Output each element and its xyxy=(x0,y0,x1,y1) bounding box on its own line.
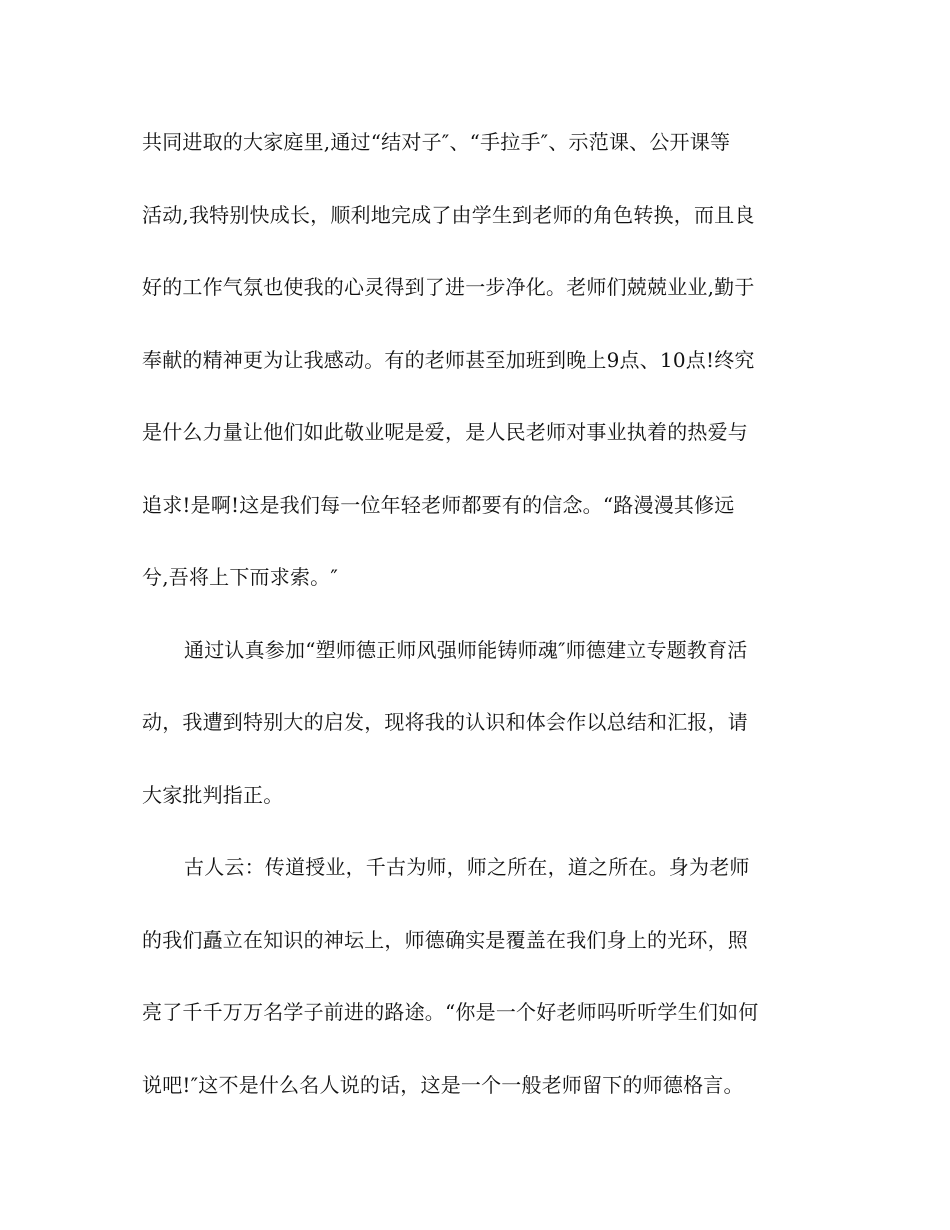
text-line: 说吧!″这不是什么名人说的话，这是一个一般老师留下的师德格言。 xyxy=(142,1072,744,1097)
text-line: 追求!是啊!这是我们每一位年轻老师都要有的信念。“路漫漫其修远 xyxy=(142,492,735,517)
text-line: 大家批判指正。 xyxy=(142,782,284,807)
text-line: 奉献的精神更为让我感动。有的老师甚至加班到晚上9点、10点!终究 xyxy=(142,347,755,372)
text-line: 的我们矗立在知识的神坛上，师德确实是覆盖在我们身上的光环，照 xyxy=(142,927,748,952)
paragraph-start-line: 古人云：传道授业，千古为师，师之所在，道之所在。身为老师 xyxy=(184,855,750,879)
text-line: 动，我遭到特别大的启发，现将我的认识和体会作以总结和汇报，请 xyxy=(142,710,748,734)
document-body xyxy=(142,120,814,1135)
text-line: 是什么力量让他们如此敬业呢是爱，是人民老师对事业执着的热爱与 xyxy=(142,420,748,444)
text-line: 活动,我特别快成长，顺利地完成了由学生到老师的角色转换，而且良 xyxy=(142,202,755,227)
text-line: 共同进取的大家庭里,通过“结对子″、“手拉手″、示范课、公开课等 xyxy=(142,130,731,154)
text-line: 亮了千千万万名学子前进的路途。“你是一个好老师吗听听学生们如何 xyxy=(142,1000,759,1024)
text-line: 好的工作气氛也使我的心灵得到了进一步净化。老师们兢兢业业,勤于 xyxy=(142,275,755,299)
text-line: 兮,吾将上下而求索。″ xyxy=(142,565,339,589)
paragraph-start-line: 通过认真参加“塑师德正师风强师能铸师魂″师德建立专题教育活 xyxy=(184,637,748,662)
